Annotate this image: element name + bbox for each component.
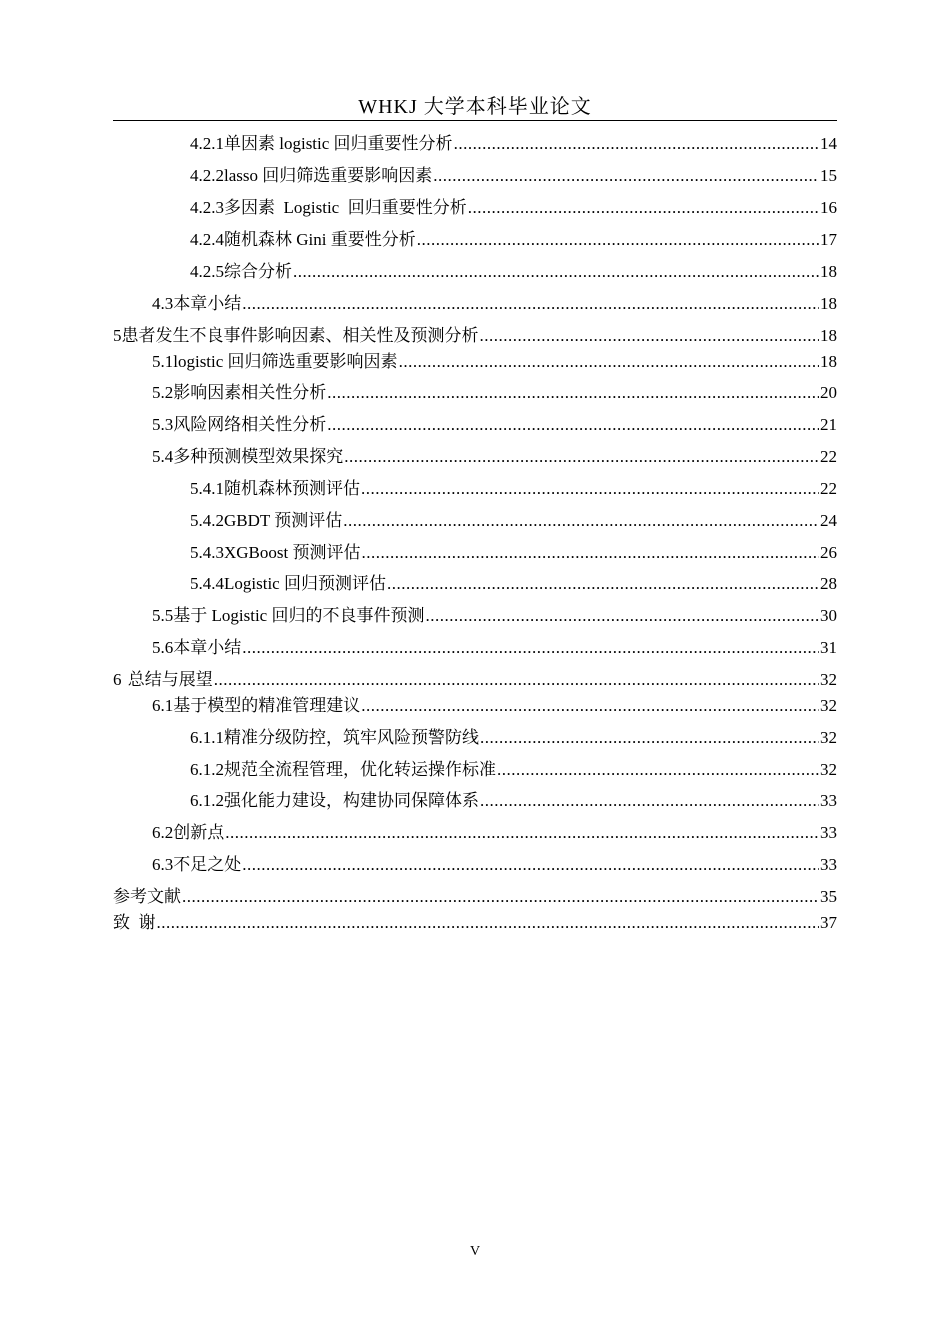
toc-entry-number: 4.2.2 [190,166,224,185]
toc-entry-number: 6.2 [152,823,174,842]
toc-entry[interactable] [113,669,837,691]
toc-leader-dots [433,165,819,187]
toc-entry[interactable] [152,605,837,627]
toc-entry-page: 20 [820,383,837,402]
toc-entry[interactable] [113,912,837,934]
toc-entry-number: 5.4.4 [190,574,224,593]
toc-leader-dots [343,510,819,532]
toc-entry-page: 21 [820,415,837,434]
toc-entry-number: 4.2.1 [190,134,224,153]
toc-entry-title: 随机森林预测评估 [224,479,360,498]
toc-entry-title: 参考文献 [113,887,181,906]
toc-entry-title: 本章小结 [173,638,242,657]
toc-entry[interactable] [113,886,837,908]
toc-entry-page: 33 [820,855,837,874]
toc-entry[interactable] [152,695,837,717]
toc-entry-title: 创新点 [173,823,225,842]
toc-entry-title: 随机森林 Gini 重要性分析 [224,230,416,249]
toc-entry-number: 5.4 [152,447,174,466]
toc-entry-title: 影响因素相关性分析 [173,383,327,402]
toc-entry-page: 14 [820,134,837,153]
toc-leader-dots [361,542,819,564]
toc-leader-dots [417,229,819,251]
page-header [113,94,837,121]
toc-entry-title: 规范全流程管理，优化转运操作标准 [224,760,496,779]
toc-leader-dots [225,822,819,844]
toc-entry-page: 18 [820,326,837,345]
toc-entry[interactable] [190,510,837,532]
toc-entry-title: 基于 Logistic 回归的不良事件预测 [173,606,425,625]
toc-entry-page: 22 [820,447,837,466]
toc-entry-number: 5.6 [152,638,174,657]
toc-entry-number: 4.3 [152,294,174,313]
toc-leader-dots [242,854,819,876]
toc-leader-dots [327,414,819,436]
toc-leader-dots [214,669,819,691]
toc-leader-dots [480,790,819,812]
toc-entry-title: 总结与展望 [127,670,213,689]
toc-entry-title: Logistic 回归预测评估 [224,574,386,593]
toc-leader-dots [480,325,820,347]
toc-leader-dots [387,573,819,595]
toc-entry-title: 风险网络相关性分析 [173,415,327,434]
toc-entry-number: 5.1 [152,352,174,371]
toc-entry-title: 精准分级防控，筑牢风险预警防线 [224,728,479,747]
toc-leader-dots [497,759,819,781]
toc-entry-page: 16 [820,198,837,217]
toc-entry[interactable] [152,446,837,468]
toc-entry-title: 多因素 Logistic 回归重要性分析 [224,198,467,217]
toc-entry[interactable] [190,197,837,219]
toc-entry-page: 28 [820,574,837,593]
toc-entry-number: 5.2 [152,383,174,402]
toc-entry-page: 17 [820,230,837,249]
page-footer [0,1243,950,1261]
header-title: WHKJ 大学本科毕业论文 [358,96,592,118]
toc-entry-page: 35 [820,887,837,906]
toc-entry-title: 本章小结 [173,294,242,313]
toc-entry-title: GBDT 预测评估 [224,511,343,530]
toc-entry[interactable] [190,573,837,595]
toc-entry[interactable] [190,261,837,283]
toc-entry-number: 5.3 [152,415,174,434]
toc-entry-page: 31 [820,638,837,657]
toc-entry-number: 6.1.2 [190,791,224,810]
toc-leader-dots [468,197,819,219]
toc-leader-dots [454,133,819,155]
toc-entry[interactable] [152,854,837,876]
toc-leader-dots [242,637,819,659]
toc-entry[interactable] [152,414,837,436]
toc-entry-title: lasso 回归筛选重要影响因素 [224,166,433,185]
toc-entry[interactable] [190,229,837,251]
toc-entry-title: 基于模型的精准管理建议 [173,696,361,715]
toc-entry-page: 33 [820,823,837,842]
toc-entry-title: 综合分析 [224,262,292,281]
toc-entry[interactable] [152,637,837,659]
toc-entry-page: 33 [820,791,837,810]
toc-entry[interactable] [190,165,837,187]
toc-entry[interactable] [152,351,837,373]
toc-entry-page: 32 [820,728,837,747]
toc-entry-number: 5.4.2 [190,511,224,530]
toc-entry[interactable] [190,133,837,155]
toc-entry-title: 不足之处 [173,855,242,874]
toc-entry-title: logistic 回归筛选重要影响因素 [173,352,398,371]
toc-leader-dots [425,605,819,627]
toc-leader-dots [293,261,819,283]
toc-leader-dots [480,727,819,749]
toc-entry-page: 22 [820,479,837,498]
toc-entry[interactable] [152,822,837,844]
toc-entry[interactable] [190,759,837,781]
toc-entry[interactable] [152,382,837,404]
toc-leader-dots [361,478,819,500]
toc-entry-number: 6.3 [152,855,174,874]
toc-leader-dots [361,695,819,717]
toc-entry[interactable] [190,790,837,812]
toc-entry-number: 4.2.4 [190,230,224,249]
toc-entry[interactable] [113,325,837,347]
toc-entry-title: 患者发生不良事件影响因素、相关性及预测分析 [121,326,479,345]
toc-entry[interactable] [190,478,837,500]
toc-entry-number: 5.5 [152,606,174,625]
toc-entry-page: 32 [820,696,837,715]
toc-entry[interactable] [190,727,837,749]
toc-leader-dots [344,446,819,468]
toc-entry-title: 单因素 logistic 回归重要性分析 [224,134,453,153]
toc-leader-dots [399,351,819,373]
toc-entry-number: 6 [113,670,122,689]
toc-entry-number: 5 [113,326,122,345]
toc-entry-page: 26 [820,543,837,562]
toc-entry-title: 多种预测模型效果探究 [173,447,344,466]
toc-entry[interactable] [152,293,837,315]
toc-entry-page: 24 [820,511,837,530]
toc-entry-page: 32 [820,760,837,779]
toc-entry-title: XGBoost 预测评估 [224,543,361,562]
toc-entry-page: 18 [820,294,837,313]
toc-entry-number: 5.4.1 [190,479,224,498]
toc-entry-number: 4.2.3 [190,198,224,217]
toc-entry-page: 15 [820,166,837,185]
toc-leader-dots [157,912,820,934]
toc-entry-number: 4.2.5 [190,262,224,281]
toc-leader-dots [242,293,819,315]
toc-entry-page: 32 [820,670,837,689]
toc-entry-number: 6.1.2 [190,760,224,779]
page-number: V [469,1244,481,1259]
toc-leader-dots [327,382,819,404]
toc-entry-title: 致 谢 [113,913,156,932]
toc-entry[interactable] [190,542,837,564]
toc-entry-title: 强化能力建设，构建协同保障体系 [224,791,479,810]
toc-entry-number: 6.1.1 [190,728,224,747]
toc-entry-page: 30 [820,606,837,625]
toc-entry-page: 18 [820,352,837,371]
toc-entry-number: 5.4.3 [190,543,224,562]
toc-entry-page: 37 [820,913,837,932]
toc-entry-page: 18 [820,262,837,281]
toc-entry-number: 6.1 [152,696,174,715]
toc-leader-dots [182,886,819,908]
